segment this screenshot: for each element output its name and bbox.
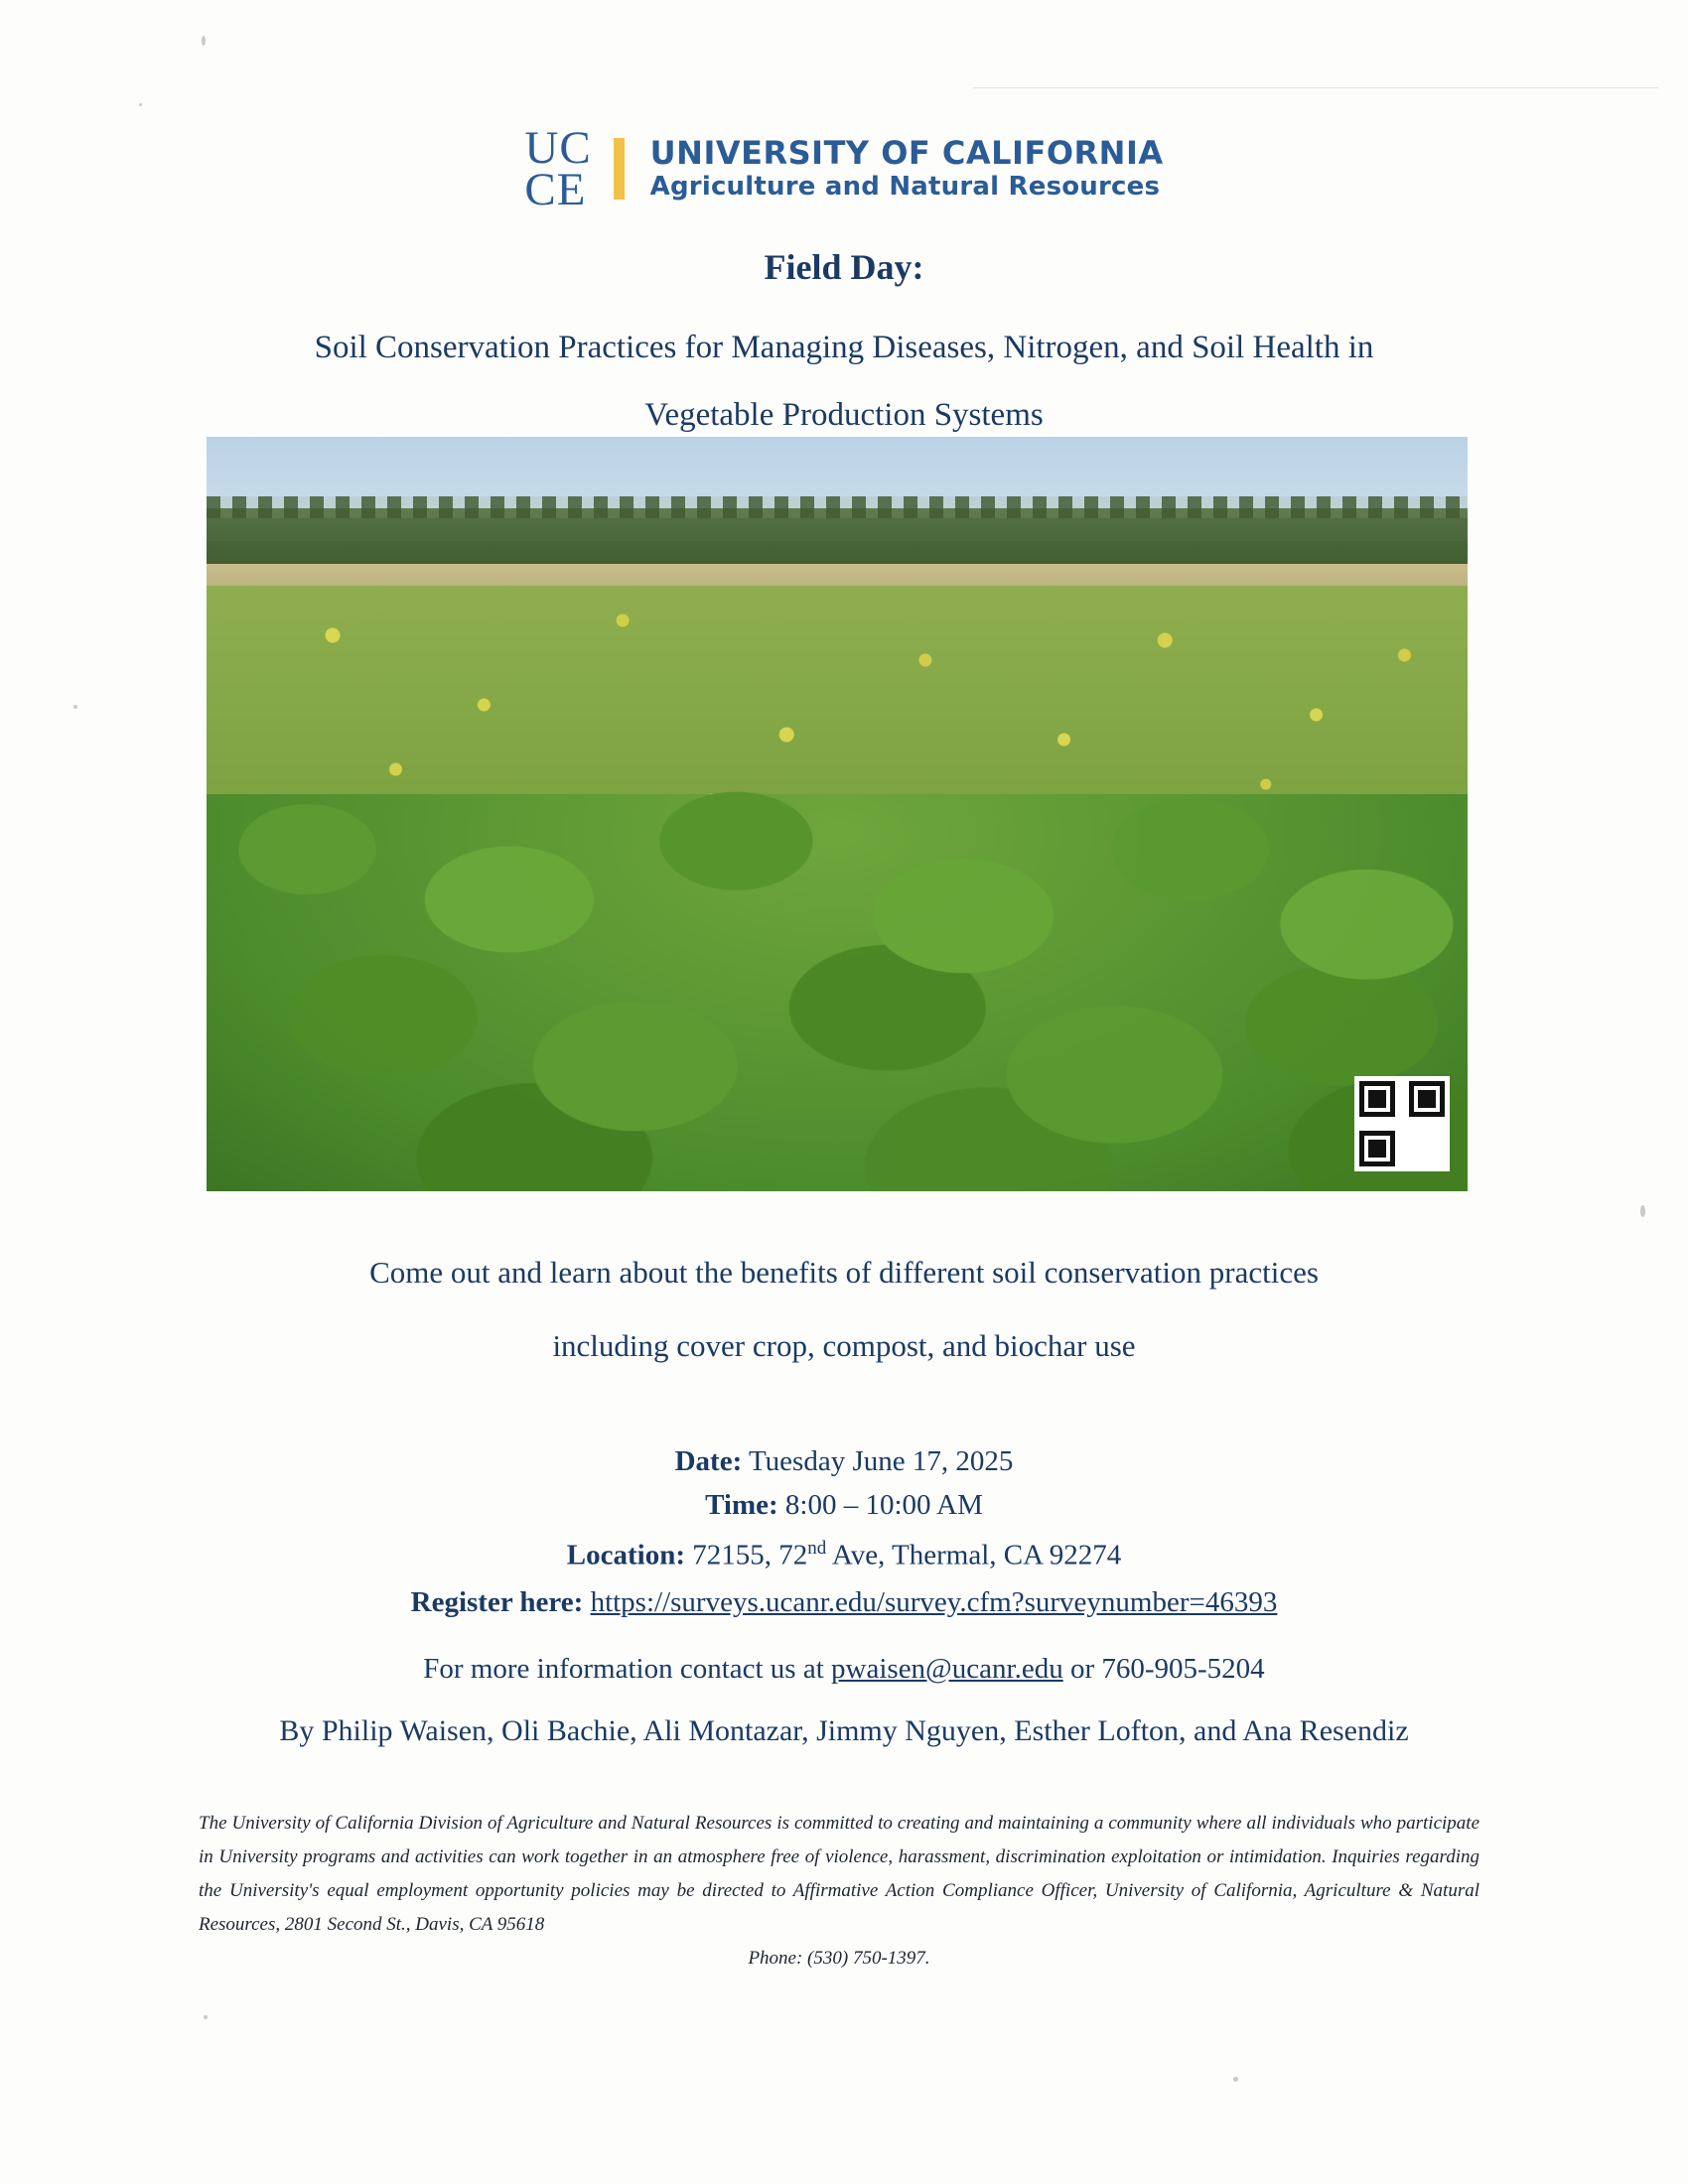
register-label: Register here: — [410, 1586, 584, 1618]
event-blurb — [0, 1236, 1688, 1383]
disclaimer-body: The University of California Division of Agriculture and Natural Resources is committed to creating and maintaining a community where all individuals who participate in University programs and activities can work together in an atmosphere free of violence, harassment, discrimination exploitation or intimidation. Inquiries regarding the University's equal employment opportunity policies may be directed to Affirmative Action Compliance Officer, University of California, Agriculture & Natural Resources, 2801 Second St., Davis, CA 95618 — [199, 1813, 1479, 1935]
scan-speck — [139, 103, 142, 106]
ucce-logo — [0, 122, 1688, 215]
contact-text-post: or 760-905-5204 — [1062, 1653, 1265, 1685]
contact-text-pre: For more information contact us at — [423, 1653, 832, 1685]
scan-speck — [202, 36, 206, 46]
event-location-label: Location: — [566, 1539, 685, 1571]
event-date-row — [0, 1439, 1688, 1483]
event-location-value-post: Ave, Thermal, CA 92274 — [826, 1539, 1122, 1571]
event-time-value: 8:00 – 10:00 AM — [784, 1489, 983, 1521]
scan-speck — [73, 705, 77, 709]
event-date-value: Tuesday June 17, 2025 — [748, 1445, 1014, 1477]
field-photo — [207, 437, 1468, 1191]
nondiscrimination-disclaimer — [199, 1807, 1479, 1976]
event-location-row — [0, 1527, 1688, 1577]
qr-eye-bottom-left — [1359, 1131, 1395, 1166]
event-blurb-line2: including cover crop, compost, and biochar use — [552, 1328, 1136, 1363]
scan-speck — [1640, 1205, 1645, 1217]
photo-leaves — [207, 774, 1468, 1191]
gold-bar-divider — [614, 138, 625, 200]
logo-org-line2: Agriculture and Natural Resources — [649, 172, 1161, 202]
register-row — [0, 1586, 1688, 1619]
qr-code-icon[interactable] — [1354, 1076, 1450, 1171]
event-blurb-line1: Come out and learn about the benefits of different soil conservation practices — [369, 1255, 1319, 1290]
presenter-byline: By Philip Waisen, Oli Bachie, Ali Montazar, Jimmy Nguyen, Esther Lofton, and Ana Resendiz — [279, 1714, 1409, 1747]
scan-speck — [204, 2015, 208, 2019]
photo-treeline — [207, 508, 1468, 570]
logo-org-line1: UNIVERSITY OF CALIFORNIA — [649, 134, 1164, 172]
qr-eye-top-left — [1359, 1081, 1395, 1117]
event-details — [0, 1439, 1688, 1577]
page-title-eyebrow: Field Day: — [764, 247, 924, 287]
uc-monogram — [524, 122, 592, 215]
event-time-label: Time: — [705, 1489, 778, 1521]
page-title-line1: Soil Conservation Practices for Managing Diseases, Nitrogen, and Soil Health in — [314, 330, 1374, 365]
contact-row — [0, 1653, 1688, 1686]
title-block — [0, 246, 1688, 449]
contact-email-link[interactable]: pwaisen@ucanr.edu — [831, 1653, 1063, 1685]
scan-edge — [973, 87, 1658, 88]
page-title-line2: Vegetable Production Systems — [644, 397, 1044, 433]
register-link[interactable]: https://surveys.ucanr.edu/survey.cfm?surveynumber=46393 — [590, 1586, 1278, 1618]
event-date-label: Date: — [674, 1445, 743, 1477]
event-time-row — [0, 1483, 1688, 1527]
disclaimer-phone: Phone: (530) 750-1397. — [748, 1948, 930, 1969]
uc-monogram-line2: CE — [524, 164, 587, 215]
scan-speck — [1233, 2077, 1238, 2082]
event-location-ordinal: nd — [807, 1538, 827, 1559]
qr-eye-top-right — [1409, 1081, 1445, 1117]
event-location-value-pre: 72155, 72 — [692, 1539, 808, 1571]
uc-monogram-line1: UC — [524, 122, 592, 174]
